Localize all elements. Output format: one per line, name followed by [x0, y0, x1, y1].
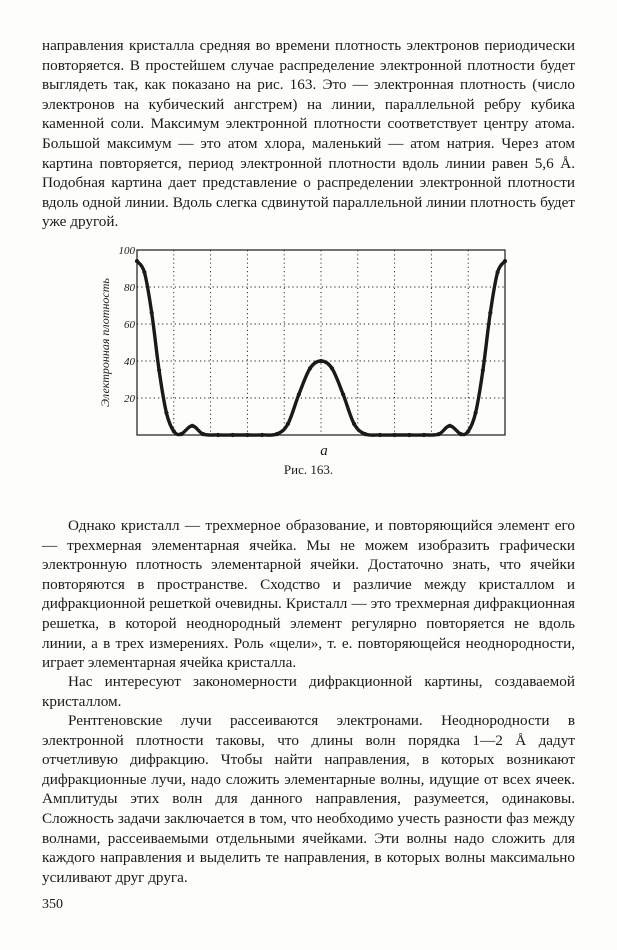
data-point [378, 433, 382, 437]
paragraph-4: Рентгеновские лучи рассеиваются электронами. Неоднородности в электронной плотности таковы, что длины волн порядка 1—2 Å дадут отчетливую дифракцию. Чтобы найти направления, в которых возникают дифракционные лучи, надо сложить элементарные волны, идущие от всех ячеек. Амплитуды этих волн для данного направления, разумеется, одинаковы. Сложность задачи заключается в том, что необходимо учесть разности фаз между волнами, рассеиваемыми отдельными ячейками. Эти волны надо сложить для каждого направления и выделить те направления, в которых волны максимально усиливают друг друга. [42, 712, 575, 886]
data-point [422, 433, 426, 437]
data-point [308, 366, 312, 370]
data-point [135, 259, 139, 263]
data-point [466, 429, 470, 433]
data-point [216, 433, 220, 437]
data-point [407, 433, 411, 437]
x-axis-label: a [320, 443, 328, 459]
data-point [142, 270, 146, 274]
data-point [245, 433, 249, 437]
data-point [150, 311, 154, 315]
data-point [330, 366, 334, 370]
data-point [459, 432, 463, 436]
data-point [260, 433, 264, 437]
data-point [363, 432, 367, 436]
data-point [393, 433, 397, 437]
data-point [179, 432, 183, 436]
data-point [201, 432, 205, 436]
y-tick-label: 60 [124, 319, 135, 331]
paragraph-2: Однако кристалл — трехмерное образование, и повторяющийся элемент его — трехмерная элементарная ячейка. Мы не можем изобразить графически электронную плотность элементарной ячейки. Достаточно знать, что ячейки повторяются в пространстве. Сходство и различие между кристаллом и дифракционной решеткой очевидны. Кристалл — это трехмерная дифракционная решетка, в которой неоднородный элемент регулярно повторяется не вдоль линии, а в трех измерениях. Роль «щели», т. е. повторяющейся неоднородности, играет элементарная ячейка кристалла. [42, 517, 575, 672]
data-point [286, 422, 290, 426]
data-point [275, 432, 279, 436]
data-point [164, 411, 168, 415]
y-tick-label: 100 [118, 245, 135, 257]
data-point [157, 368, 161, 372]
data-point [172, 429, 176, 433]
data-point [437, 432, 441, 436]
y-tick-label: 40 [124, 356, 135, 368]
data-point [481, 368, 485, 372]
data-point [474, 411, 478, 415]
data-point [297, 392, 301, 396]
y-axis-label: Электронная плотность [98, 278, 112, 407]
paragraph-3: Нас интересуют закономерности дифракционной картины, создаваемой кристаллом. [42, 673, 575, 710]
data-point [488, 311, 492, 315]
page-number: 350 [42, 897, 63, 912]
data-point [448, 424, 452, 428]
paragraph-1: направления кристалла средняя во времени плотность электронов периодически повторяется. В простейшем случае распределение электронной плотности будет выглядеть так, как показано на рис. 163. Это — электронная плотность (число электронов на кубический ангстрем) на линии, параллельной ребру кубика каменной соли. Максимум электронной плотности соответствует центру атома. Большой максимум — это атом хлора, маленький — атом натрия. Через атом картина повторяется, период электронной плотности вдоль линии равен 5,6 Å. Подобная картина дает представление о распределении электронной плотности вдоль одной линии. Вдоль слегка сдвинутой параллельной линии плотность будет уже другой. [42, 37, 575, 231]
data-point [496, 270, 500, 274]
data-point [352, 422, 356, 426]
data-point [190, 424, 194, 428]
data-point [231, 433, 235, 437]
y-tick-label: 80 [124, 282, 135, 294]
electron-density-chart [95, 243, 515, 463]
y-tick-label: 20 [124, 393, 135, 405]
figure-caption: Рис. 163. [283, 462, 334, 477]
data-point [503, 259, 507, 263]
data-point [319, 359, 323, 363]
data-point [341, 392, 345, 396]
